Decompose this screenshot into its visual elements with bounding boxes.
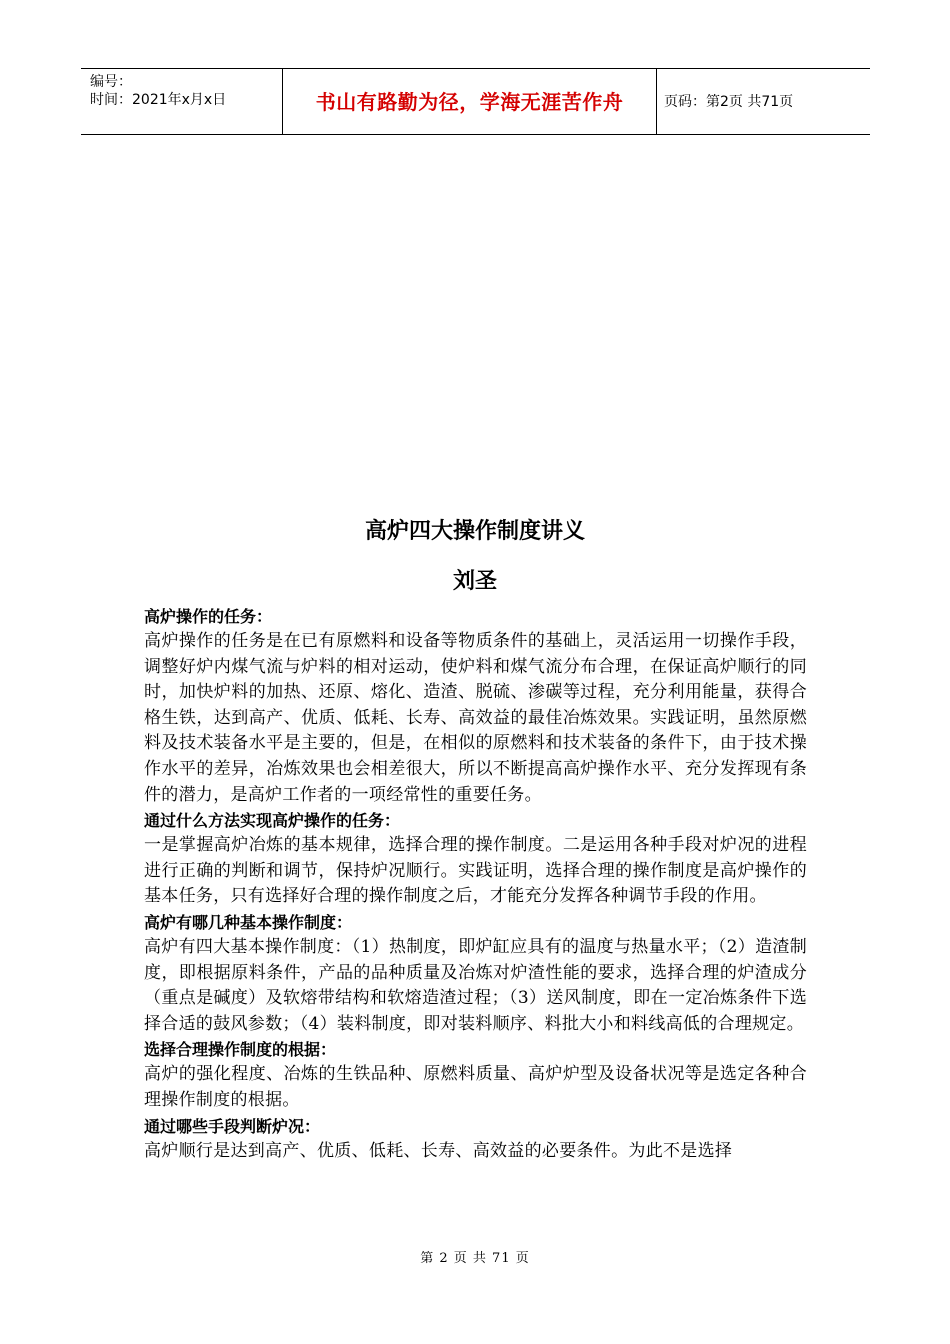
section-method [144, 808, 807, 910]
section-paragraph: 高炉顺行是达到高产、优质、低耗、长寿、高效益的必要条件。为此不是选择 [144, 1140, 733, 1161]
section-basis [144, 1037, 807, 1113]
number-label: 编号： [90, 74, 132, 90]
section-judgement [144, 1114, 807, 1165]
document-body [144, 604, 807, 1164]
section-paragraph: 一是掌握高炉冶炼的基本规律，选择合理的操作制度。二是运用各种手段对炉况的进程进行正确的判断和调节，保持炉况顺行。实践证明，选择合理的操作制度是高炉操作的基本任务，只有选择好合理的操作制度之后，才能充分发挥各种调节手段的作用。 [144, 835, 807, 907]
section-paragraph: 高炉的强化程度、冶炼的生铁品种、原燃料质量、高炉炉型及设备状况等是选定各种合理操作制度的根据。 [144, 1064, 807, 1110]
section-heading: 高炉操作的任务： [144, 607, 273, 626]
section-heading: 通过哪些手段判断炉况： [144, 1116, 321, 1136]
header-info-cell [81, 69, 283, 134]
section-paragraph: 高炉有四大基本操作制度：（1）热制度，即炉缸应具有的温度与热量水平；（2）造渣制度，即根据原料条件，产品的品种质量及冶炼对炉渣性能的要求，选择合理的炉渣成分（重点是碱度）及软熔带结构和软熔造渣过程；（3）送风制度，即在一定冶炼条件下选择合适的鼓风参数；（4）装料制度，即对装料顺序、料批大小和料线高低的合理规定。 [144, 936, 807, 1034]
header-motto: 书山有路勤为径，学海无涯苦作舟 [283, 69, 657, 134]
date-label: 时间：2021年x月x日 [90, 92, 227, 108]
section-task [144, 604, 807, 808]
section-paragraph: 高炉操作的任务是在已有原燃料和设备等物质条件的基础上，灵活运用一切操作手段，调整好炉内煤气流与炉料的相对运动，使炉料和煤气流分布合理，在保证高炉顺行的同时，加快炉料的加热、还原、熔化、造渣、脱硫、渗碳等过程，充分利用能量，获得合格生铁，达到高产、优质、低耗、长寿、高效益的最佳冶炼效果。实践证明，虽然原燃料及技术装备水平是主要的，但是，在相似的原燃料和技术装备的条件下，由于技术操作水平的差异，冶炼效果也会相差很大，所以不断提高高炉操作水平、充分发挥现有条件的潜力，是高炉工作者的一项经常性的重要任务。 [144, 631, 807, 805]
header-page-label: 页码：第2页 共71页 [664, 93, 794, 110]
section-heading: 高炉有哪几种基本操作制度： [144, 912, 353, 932]
document-title: 高炉四大操作制度讲义 [364, 519, 585, 544]
document-author: 刘圣 [452, 569, 497, 594]
section-heading: 选择合理操作制度的根据： [144, 1040, 337, 1060]
page-footer: 第 2 页 共 71 页 [420, 1251, 530, 1266]
section-basic-systems [144, 910, 807, 1037]
page-header [81, 68, 870, 135]
section-heading: 通过什么方法实现高炉操作的任务： [144, 811, 401, 831]
